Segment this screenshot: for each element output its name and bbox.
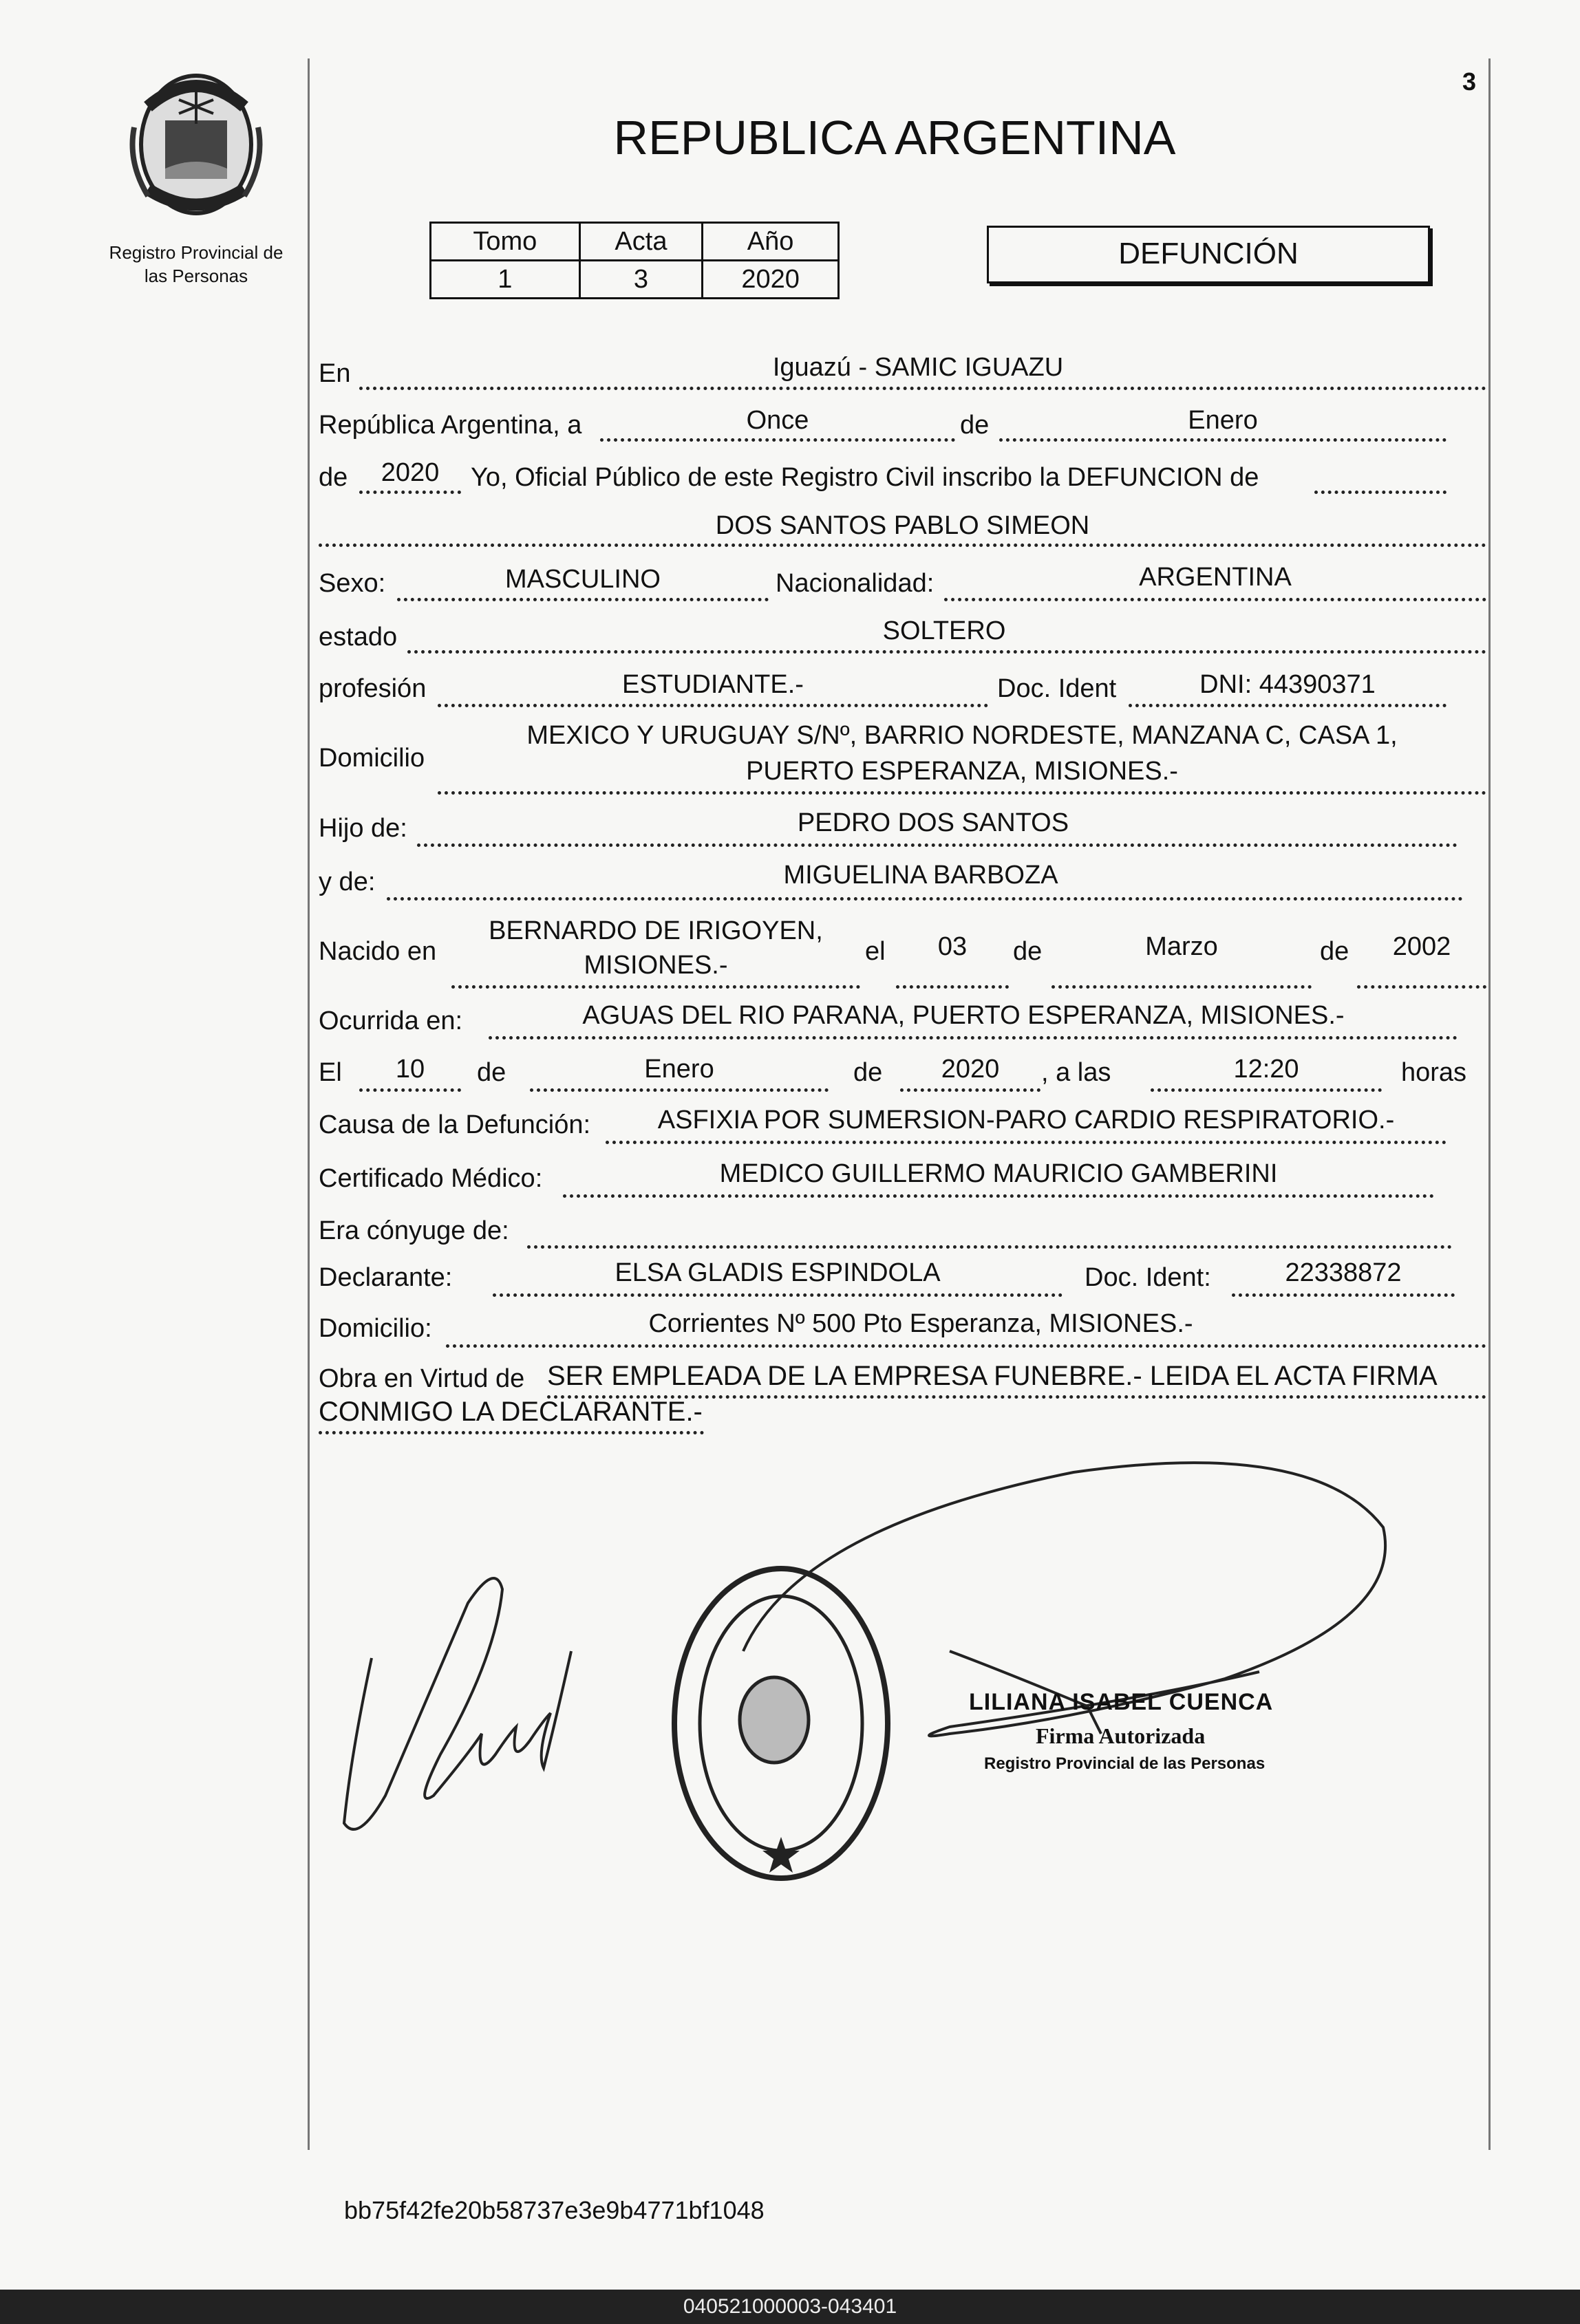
- dots-nac-anio: [1357, 985, 1486, 989]
- dots-obra-2: [319, 1431, 704, 1434]
- signer-name: LILIANA ISABEL CUENCA: [969, 1689, 1274, 1715]
- dots-sexo: [397, 598, 769, 601]
- footer-code: 040521000003-043401: [0, 2290, 1580, 2324]
- value-nac-lugar-2: MISIONES.-: [584, 951, 728, 980]
- dots-ocurrida: [489, 1036, 1458, 1040]
- header-tomo: Tomo: [431, 223, 580, 261]
- dots-dia: [600, 438, 955, 442]
- value-nacionalidad: ARGENTINA: [1139, 563, 1292, 592]
- value-nac-dia: 03: [937, 932, 968, 961]
- label-de-nac-1: de: [1013, 937, 1043, 966]
- label-y-de: y de:: [319, 868, 376, 896]
- dots-def-mes: [530, 1088, 829, 1092]
- dots-lugar: [359, 387, 1486, 390]
- value-anio: 2020: [703, 261, 839, 299]
- province-logo: [127, 65, 265, 224]
- country-title: REPUBLICA ARGENTINA: [613, 111, 1176, 164]
- signer-title: Firma Autorizada: [1036, 1723, 1206, 1748]
- label-de-def-2: de: [853, 1058, 883, 1087]
- label-horas: horas: [1401, 1058, 1467, 1087]
- value-def-hora: 12:20: [1233, 1055, 1299, 1084]
- label-de-anio: de: [319, 463, 348, 492]
- label-ocurrida-en: Ocurrida en:: [319, 1007, 463, 1035]
- value-sexo: MASCULINO: [505, 565, 661, 594]
- record-table: [429, 222, 840, 299]
- value-certificado: MEDICO GUILLERMO MAURICIO GAMBERINI: [719, 1159, 1278, 1188]
- label-sexo: Sexo:: [319, 569, 386, 598]
- value-nac-lugar-1: BERNARDO DE IRIGOYEN,: [489, 916, 823, 945]
- value-declarante-doc: 22338872: [1285, 1258, 1402, 1287]
- value-dni: DNI: 44390371: [1199, 670, 1376, 699]
- dots-nac-mes: [1051, 985, 1312, 989]
- value-declarante: ELSA GLADIS ESPINDOLA: [615, 1258, 941, 1287]
- label-de-def-1: de: [477, 1058, 506, 1087]
- value-def-mes: Enero: [644, 1055, 714, 1084]
- value-ocurrida: AGUAS DEL RIO PARANA, PUERTO ESPERANZA, MISIONES.-: [582, 1001, 1345, 1030]
- left-margin-line: [308, 58, 310, 2150]
- value-madre: MIGUELINA BARBOZA: [783, 861, 1058, 890]
- value-domicilio-1: MEXICO Y URUGUAY S/Nº, BARRIO NORDESTE, MANZANA C, CASA 1,: [526, 721, 1398, 750]
- label-el-nac: el: [865, 937, 886, 966]
- value-mes: Enero: [1188, 406, 1258, 435]
- value-anio: 2020: [381, 458, 440, 487]
- label-hijo-de: Hijo de:: [319, 814, 407, 843]
- label-domicilio-2: Domicilio:: [319, 1314, 432, 1343]
- label-el-def: El: [319, 1058, 342, 1087]
- value-acta: 3: [579, 261, 703, 299]
- value-obra-2: CONMIGO LA DECLARANTE.-: [319, 1397, 703, 1427]
- dots-declarante-doc: [1232, 1293, 1455, 1297]
- registry-name-line2: las Personas: [144, 266, 248, 286]
- value-domicilio-2: PUERTO ESPERANZA, MISIONES.-: [746, 757, 1178, 786]
- dots-def-hora: [1151, 1088, 1382, 1092]
- dots-nac-dia: [896, 985, 1009, 989]
- dots-estado: [407, 650, 1486, 654]
- value-causa: ASFIXIA POR SUMERSION-PARO CARDIO RESPIRATORIO.-: [657, 1106, 1395, 1134]
- dots-def-anio: [900, 1088, 1040, 1092]
- dots-declarante-domicilio: [446, 1344, 1486, 1348]
- signer-registry: Registro Provincial de las Personas: [984, 1754, 1266, 1773]
- value-lugar: Iguazú - SAMIC IGUAZU: [772, 353, 1064, 382]
- dots-nacionalidad: [944, 598, 1486, 601]
- value-padre: PEDRO DOS SANTOS: [797, 808, 1069, 837]
- label-doc-ident: Doc. Ident: [997, 674, 1117, 703]
- label-republica: República Argentina, a: [319, 411, 582, 440]
- label-conyuge: Era cónyuge de:: [319, 1216, 509, 1245]
- label-a-las: , a las: [1041, 1058, 1111, 1087]
- label-de-nac-2: de: [1320, 937, 1349, 966]
- dots-def-dia: [359, 1088, 461, 1092]
- dots-nac-lugar: [451, 985, 860, 989]
- value-estado: SOLTERO: [882, 616, 1006, 645]
- label-nacido-en: Nacido en: [319, 937, 437, 966]
- value-def-dia: 10: [395, 1055, 425, 1084]
- dots-after-yo: [1314, 491, 1446, 494]
- label-yo: Yo, Oficial Público de este Registro Civil inscribo la DEFUNCION de: [471, 463, 1259, 492]
- dots-madre: [387, 897, 1463, 901]
- label-obra: Obra en Virtud de: [319, 1364, 525, 1393]
- label-de-mes: de: [960, 411, 990, 440]
- value-tomo: 1: [431, 261, 580, 299]
- dots-profesion: [438, 704, 988, 707]
- label-en: En: [319, 359, 351, 388]
- label-causa: Causa de la Defunción:: [319, 1110, 591, 1139]
- label-certificado: Certificado Médico:: [319, 1164, 543, 1193]
- dots-conyuge: [527, 1245, 1452, 1249]
- dots-mes: [999, 438, 1446, 442]
- label-doc-ident-2: Doc. Ident:: [1085, 1263, 1211, 1292]
- value-profesion: ESTUDIANTE.-: [622, 670, 804, 699]
- doc-type: DEFUNCIÓN: [1118, 237, 1299, 270]
- dots-dni: [1129, 704, 1446, 707]
- value-dia: Once: [746, 406, 809, 435]
- dots-causa: [606, 1141, 1446, 1144]
- registry-name-line1: Registro Provincial de: [109, 242, 284, 263]
- label-profesion: profesión: [319, 674, 427, 703]
- value-def-anio: 2020: [941, 1055, 1000, 1084]
- value-nombre: DOS SANTOS PABLO SIMEON: [715, 511, 1090, 540]
- label-estado: estado: [319, 623, 398, 652]
- header-anio: Año: [703, 223, 839, 261]
- value-declarante-domicilio: Corrientes Nº 500 Pto Esperanza, MISIONES.-: [648, 1309, 1193, 1338]
- label-declarante: Declarante:: [319, 1263, 453, 1292]
- declarant-signature: [330, 1548, 578, 1864]
- value-nac-mes: Marzo: [1145, 932, 1218, 961]
- right-margin-line: [1488, 58, 1491, 2150]
- label-nacionalidad: Nacionalidad:: [776, 569, 935, 598]
- document-hash: bb75f42fe20b58737e3e9b4771bf1048: [344, 2196, 765, 2224]
- dots-nombre: [319, 544, 1486, 547]
- dots-anio: [359, 491, 461, 494]
- dots-domicilio: [438, 791, 1486, 795]
- registry-stamp: [668, 1562, 895, 1885]
- dots-padre: [417, 843, 1458, 847]
- label-domicilio: Domicilio: [319, 744, 425, 773]
- page-number: 3: [1462, 67, 1477, 96]
- value-nac-anio: 2002: [1392, 932, 1451, 961]
- dots-certificado: [563, 1194, 1434, 1198]
- dots-declarante: [493, 1293, 1063, 1297]
- header-acta: Acta: [579, 223, 703, 261]
- value-obra-1: SER EMPLEADA DE LA EMPRESA FUNEBRE.- LEIDA EL ACTA FIRMA: [547, 1361, 1438, 1391]
